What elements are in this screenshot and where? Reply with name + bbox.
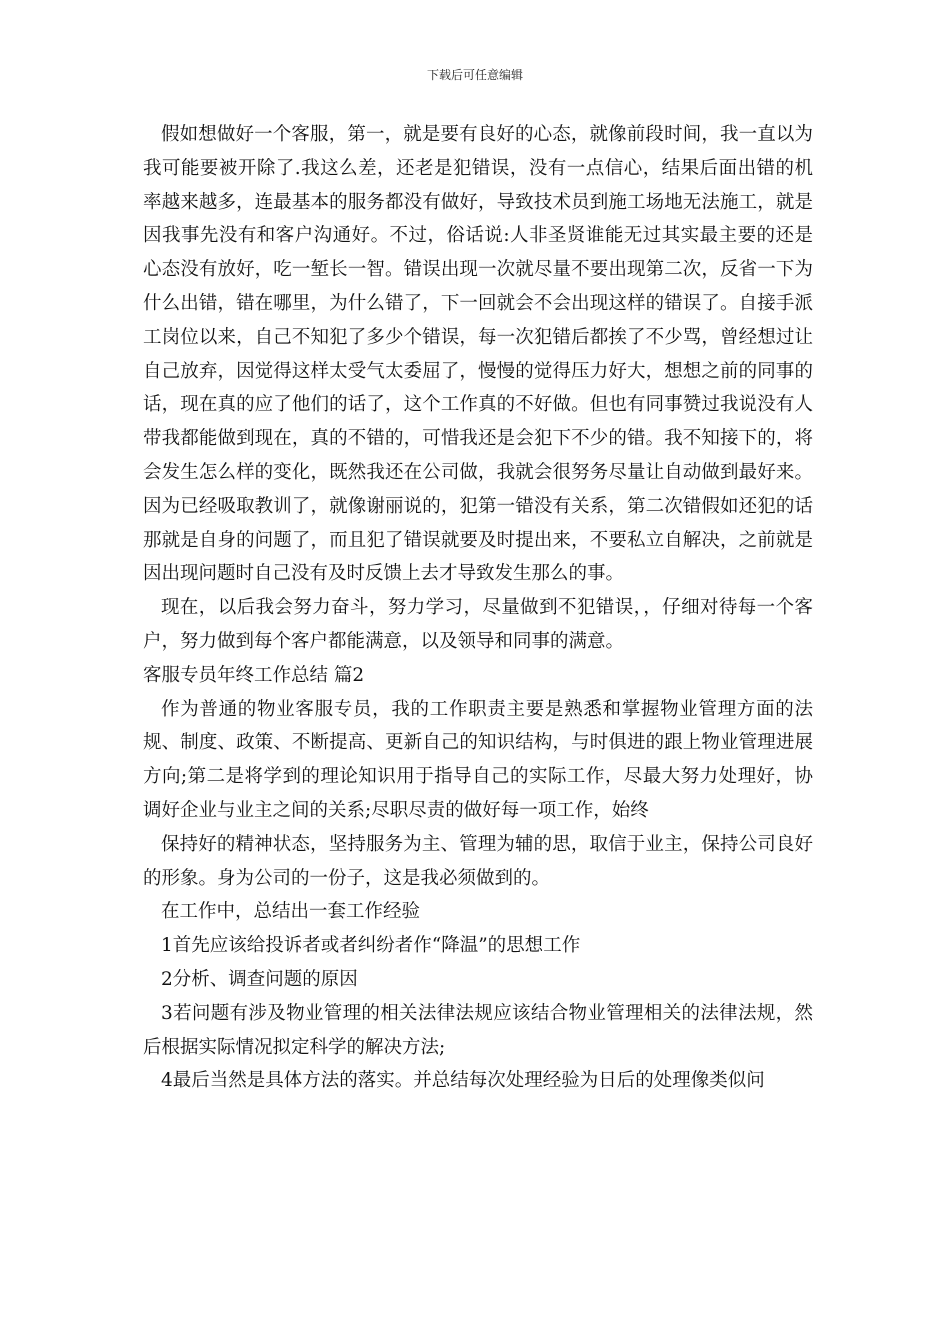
list-item-1: 1首先应该给投诉者或者纠纷者作“降温”的思想工作 xyxy=(161,935,581,957)
page-header: 下载后可任意编辑 xyxy=(426,68,523,82)
paragraph-3: 作为普通的物业客服专员，我的工作职责主要是熟悉和掌握物业管理方面的法规、制度、政策、不断提高、更新自己的知识结构，与时俱进的跟上物业管理进展方向;第二是将学到的理论知识用于指导自己的实际工作，尽最大努力处理好，协调好企业与业主之间的关系;尽职尽责的做好每一项工作，始终 xyxy=(143,698,813,821)
document-body xyxy=(143,118,813,1098)
list-item-4: 4最后当然是具体方法的落实。并总结每次处理经验为日后的处理像类似问 xyxy=(161,1070,765,1092)
list-item-3: 3若问题有涉及物业管理的相关法律法规应该结合物业管理相关的法律法规，然后根据实际情况拟定科学的解决方法; xyxy=(143,1002,813,1058)
paragraph-4: 保持好的精神状态，坚持服务为主、管理为辅的思，取信于业主，保持公司良好的形象。身为公司的一份子，这是我必须做到的。 xyxy=(143,833,813,889)
list-item-2: 2分析、调查问题的原因 xyxy=(161,968,358,990)
section-title: 客服专员年终工作总结 篇2 xyxy=(143,664,365,686)
paragraph-1: 假如想做好一个客服，第一，就是要有良好的心态，就像前段时间，我一直以为我可能要被开除了.我这么差，还老是犯错误，没有一点信心，结果后面出错的机率越来越多，连最基本的服务都没有做好，导致技术员到施工场地无法施工，就是因我事先没有和客户沟通好。不过，俗话说:人非圣贤谁能无过其实最主要的还是心态没有放好，吃一堑长一智。错误出现一次就尽量不要出现第二次，反省一下为什么出错，错在哪里，为什么错了，下一回就会不会出现这样的错误了。自接手派工岗位以来，自己不知犯了多少个错误，每一次犯错后都挨了不少骂，曾经想过让自己放弃，因觉得这样太受气太委屈了，慢慢的觉得压力好大，想想之前的同事的话，现在真的应了他们的话了，这个工作真的不好做。但也有同事赞过我说没有人带我都能做到现在，真的不错的，可惜我还是会犯下不少的错。我不知接下的，将会发生怎么样的变化，既然我还在公司做，我就会很努务尽量让自动做到最好来。因为已经吸取教训了，就像谢丽说的，犯第一错没有关系，第二次错假如还犯的话那就是自身的问题了，而且犯了错误就要及时提出来，不要私立自解决，之前就是因出现问题时自己没有及时反馈上去才导致发生那么的事。 xyxy=(143,124,813,585)
paragraph-5: 在工作中，总结出一套工作经验 xyxy=(161,901,421,923)
paragraph-2: 现在，以后我会努力奋斗，努力学习，尽量做到不犯错误，，仔细对待每一个客户，努力做到每个客户都能满意，以及领导和同事的满意。 xyxy=(143,597,813,652)
